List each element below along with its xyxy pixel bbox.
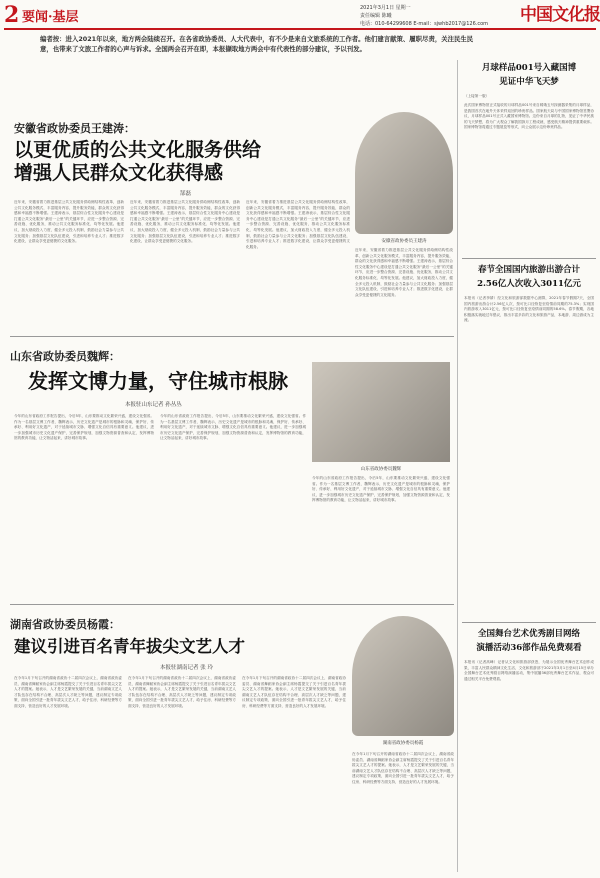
hunan-body-col2: 在今年1月下旬召开的湖南省政协十二届四次会议上，湖南省政协委员、湖南省舞蹈家协会副主席杨霞提交了关于引进百名青年拔尖文艺人才的提案。她表示，人才是文艺繁荣发展的关键，当前湖南文艺人才队伍存在结构不合理、高层次人才缺乏等问题，建议制定专项政策，面向全国引进一批青年拔尖文艺人才，给予住房、科研经费等方面支持，营造良好的人才发展环境。 (128, 676, 236, 708)
shandong-body-col1: 今年的山东省政府工作报告提出，今后5年，山东要推动文化繁荣兴盛，建设文化强省。作为一名基层文博工作者，魏辉表示，历史文化遗产是城市的根脉和灵魂，保护好、传承好、利用好文化遗产，对于延续城市文脉、增强文化自信具有重要意义。他建议，进一步加强城市历史文化遗产保护，完善保护规划，加强文物资源普查和认定，发挥博物馆的教育功能，让文物活起来，讲好城市故事。 (14, 414, 154, 441)
anhui-kicker: 安徽省政协委员王建涛： (14, 122, 135, 135)
masthead-logo: 中国文化报 (520, 5, 600, 25)
sidebar-divider (462, 622, 596, 623)
anhui-body-col2: 近年来，安徽省着力推进基层公共文化服务供给侧结构性改革，创新公共文化服务模式，丰富服务内容，提升服务效能，群众的文化获得感和幸福感不断增强。王建涛表示，基层综合性文化服务中心建设是打通公共文化服务“最后一公里”的关键环节，应进一步整合资源、完善设施、优化服务，推动公共文化服务标准化、均等化发展。他建议，加大财政投入力度，健全多元投入机制，鼓励社会力量参与公共文化服务；加强基层文化队伍建设，引进和培养专业人才；推进数字化建设，让群众享受更便捷的文化服务。 (130, 200, 240, 244)
anhui-photo-caption: 安徽省政协委员王建涛 (381, 239, 427, 244)
section-title: 要闻·基层 (22, 10, 79, 25)
hunan-headline: 建议引进百名青年拔尖文艺人才 (14, 637, 245, 656)
sidebar-story1-title-line2: 见证中华飞天梦 (499, 77, 559, 87)
column-divider (457, 60, 458, 872)
hunan-portrait-photo (352, 616, 454, 736)
anhui-byline: 郜磊 (180, 191, 192, 197)
sidebar-story2-title-line2: 2.56亿人次收入3011亿元 (477, 279, 581, 289)
anhui-portrait-photo (355, 112, 453, 234)
sidebar-story2-title-line1: 春节全国国内旅游出游合计 (477, 265, 580, 275)
shandong-body-col2: 今年的山东省政府工作报告提出，今后5年，山东要推动文化繁荣兴盛，建设文化强省。作为一名基层文博工作者，魏辉表示，历史文化遗产是城市的根脉和灵魂，保护好、传承好、利用好文化遗产，对于延续城市文脉、增强文化自信具有重要意义。他建议，进一步加强城市历史文化遗产保护，完善保护规划，加强文物资源普查和认定，发挥博物馆的教育功能，让文物活起来，讲好城市故事。 (160, 414, 306, 441)
sidebar-story3-title-line1: 全国舞台艺术优秀剧目网络 (477, 629, 580, 639)
anhui-headline-line1: 以更优质的公共文化服务供给 (14, 139, 262, 161)
sidebar-story3-body: 本报讯（记者高峰）记者从文化和旅游部获悉，为展示全国优秀舞台艺术创作成果，丰富人民群众精神文化生活，文化和旅游部于2021年3月1日至4月15日举办全国舞台艺术优秀剧目网络演播活动，集中展播36部优秀舞台艺术作品，观众可通过相关平台免费观看。 (464, 660, 594, 681)
header-rule (4, 28, 596, 30)
shandong-headline: 发挥文博力量，守住城市根脉 (28, 369, 288, 393)
sidebar-story1-title-line1: 月球样品001号入藏国博 (481, 63, 577, 73)
hunan-body-col1: 在今年1月下旬召开的湖南省政协十二届四次会议上，湖南省政协委员、湖南省舞蹈家协会副主席杨霞提交了关于引进百名青年拔尖文艺人才的提案。她表示，人才是文艺繁荣发展的关键，当前湖南文艺人才队伍存在结构不合理、高层次人才缺乏等问题，建议制定专项政策，面向全国引进一批青年拔尖文艺人才，给予住房、科研经费等方面支持，营造良好的人才发展环境。 (14, 676, 122, 708)
sidebar-story1-byline: （上接第一版） (464, 94, 490, 98)
hunan-photo-caption: 湖南省政协委员杨霞 (382, 741, 424, 746)
editor-note: 编者按：进入2021年以来，地方两会陆续召开。在各省政协委员、人大代表中，有不少是来自文旅系统的工作者。他们建言献策、履职尽责，关注民生民意，也带来了文旅工作者的心声与诉求。全国两会召开在即，本报撷取地方两会中有代表性的部分建议，予以刊发。 (40, 35, 474, 53)
sidebar-story1-body: 此次国家博物馆正式接收的月球样品001号来自嫦娥五号探测器采集的月球样品，是我国首次在地外天体采样返回的珍贵样品。国家航天局与中国国家博物馆签署协议，月球样品001号正式入藏国家博物馆。这份来自月球的礼物，见证了中华民族的飞天梦想，将为广大观众了解我国探月工程成就、感受航天精神提供重要载体。国家博物馆将通过专题展览等形式，向公众展示这份珍贵样品。 (464, 103, 594, 130)
header-info (360, 4, 520, 28)
date-line: 2021年3月1日 星期一 (360, 5, 411, 11)
anhui-body-col1: 近年来，安徽省着力推进基层公共文化服务供给侧结构性改革，创新公共文化服务模式，丰富服务内容，提升服务效能，群众的文化获得感和幸福感不断增强。王建涛表示，基层综合性文化服务中心建设是打通公共文化服务“最后一公里”的关键环节，应进一步整合资源、完善设施、优化服务，推动公共文化服务标准化、均等化发展。他建议，加大财政投入力度，健全多元投入机制，鼓励社会力量参与公共文化服务；加强基层文化队伍建设，引进和培养专业人才；推进数字化建设，让群众享受更便捷的文化服务。 (14, 200, 124, 244)
anhui-headline-line2: 增强人民群众文化获得感 (14, 162, 224, 184)
shandong-body-col3: 今年的山东省政府工作报告提出，今后5年，山东要推动文化繁荣兴盛，建设文化强省。作为一名基层文博工作者，魏辉表示，历史文化遗产是城市的根脉和灵魂，保护好、传承好、利用好文化遗产，对于延续城市文脉、增强文化自信具有重要意义。他建议，进一步加强城市历史文化遗产保护，完善保护规划，加强文物资源普查和认定，发挥博物馆的教育功能，让文物活起来，讲好城市故事。 (312, 476, 450, 503)
hunan-body-col3: 在今年1月下旬召开的湖南省政协十二届四次会议上，湖南省政协委员、湖南省舞蹈家协会副主席杨霞提交了关于引进百名青年拔尖文艺人才的提案。她表示，人才是文艺繁荣发展的关键，当前湖南文艺人才队伍存在结构不合理、高层次人才缺乏等问题，建议制定专项政策，面向全国引进一批青年拔尖文艺人才，给予住房、科研经费等方面支持，营造良好的人才发展环境。 (242, 676, 346, 708)
sidebar-divider (462, 258, 596, 259)
hunan-kicker: 湖南省政协委员杨霞： (10, 618, 120, 631)
sidebar-story2-body: 本报讯（记者李婧）经文化和旅游部数据中心测算，2021年春节假期7天，全国国内旅游出游合计2.56亿人次，按可比口径恢复至疫情前同期的75.3%；实现国内旅游收入3011亿元，按可比口径恢复至疫情前同期的58.6%。春节假期，各地积极落实就地过年倡议，推出丰富多彩的文化和旅游产品，本地游、周边游成为主流。 (464, 296, 594, 323)
page-number: 2 (4, 2, 20, 28)
shandong-portrait-photo (312, 362, 450, 462)
section-divider (10, 336, 454, 337)
hunan-body-col4: 在今年1月下旬召开的湖南省政协十二届四次会议上，湖南省政协委员、湖南省舞蹈家协会副主席杨霞提交了关于引进百名青年拔尖文艺人才的提案。她表示，人才是文艺繁荣发展的关键，当前湖南文艺人才队伍存在结构不合理、高层次人才缺乏等问题，建议制定专项政策，面向全国引进一批青年拔尖文艺人才，给予住房、科研经费等方面支持，营造良好的人才发展环境。 (352, 752, 454, 784)
section-divider (10, 604, 454, 605)
shandong-kicker: 山东省政协委员魏辉： (10, 350, 120, 363)
shandong-byline: 本报驻山东记者 孙丛丛 (125, 402, 182, 408)
editor-line: 责任编辑 陈曦 (360, 13, 392, 19)
hunan-byline: 本报驻湖南记者 张 玲 (160, 665, 213, 671)
shandong-photo-caption: 山东省政协委员魏辉 (360, 467, 402, 472)
sidebar-story3-title-line2: 演播活动36部作品免费观看 (476, 643, 582, 653)
anhui-body-col4: 近年来，安徽省着力推进基层公共文化服务供给侧结构性改革，创新公共文化服务模式，丰富服务内容，提升服务效能，群众的文化获得感和幸福感不断增强。王建涛表示，基层综合性文化服务中心建设是打通公共文化服务“最后一公里”的关键环节，应进一步整合资源、完善设施、优化服务，推动公共文化服务标准化、均等化发展。他建议，加大财政投入力度，健全多元投入机制，鼓励社会力量参与公共文化服务；加强基层文化队伍建设，引进和培养专业人才；推进数字化建设，让群众享受更便捷的文化服务。 (355, 248, 453, 297)
phone-line: 电话：010-64299608 E-mail：sjwhb2017@126.com (360, 21, 489, 27)
anhui-body-col3: 近年来，安徽省着力推进基层公共文化服务供给侧结构性改革，创新公共文化服务模式，丰富服务内容，提升服务效能，群众的文化获得感和幸福感不断增强。王建涛表示，基层综合性文化服务中心建设是打通公共文化服务“最后一公里”的关键环节，应进一步整合资源、完善设施、优化服务，推动公共文化服务标准化、均等化发展。他建议，加大财政投入力度，健全多元投入机制，鼓励社会力量参与公共文化服务；加强基层文化队伍建设，引进和培养专业人才；推进数字化建设，让群众享受更便捷的文化服务。 (246, 200, 350, 249)
